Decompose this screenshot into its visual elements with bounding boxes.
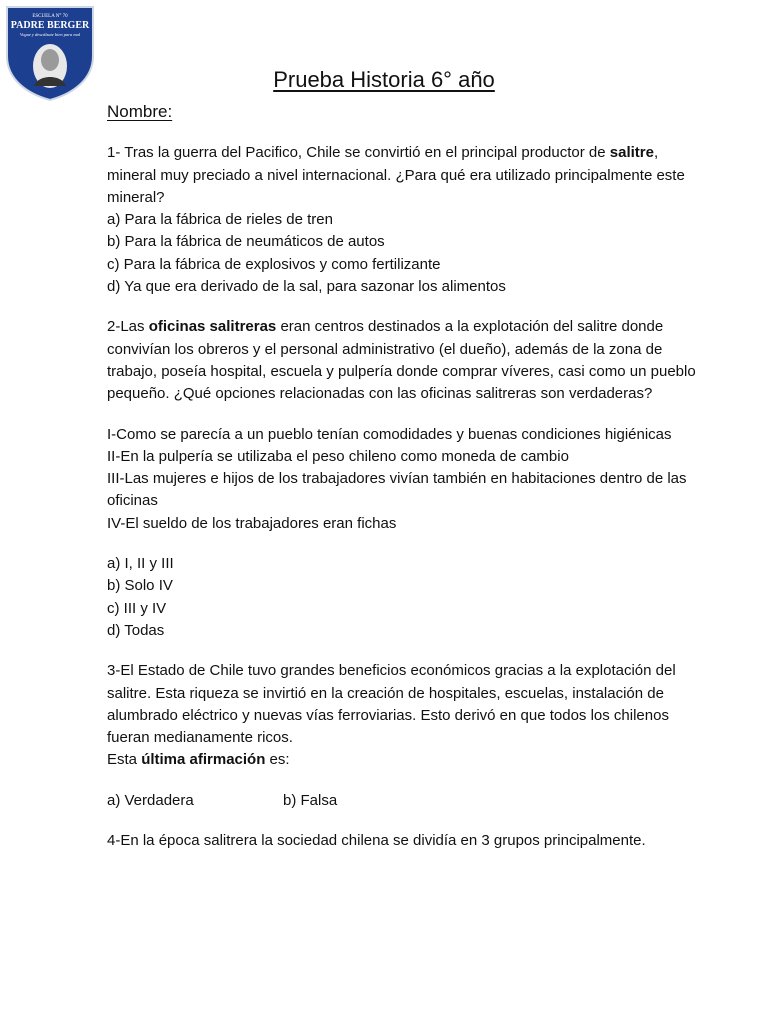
question-1-option-a: a) Para la fábrica de rieles de tren [107,211,333,229]
logo-school-name: PADRE BERGER [10,20,90,31]
question-4 [107,830,707,852]
question-2 [107,316,707,405]
statement-iv: IV-El sueldo de los trabajadores eran fichas [107,514,397,532]
question-1-option-c: c) Para la fábrica de explosivos y como fertilizante [107,255,441,273]
question-1-number: 1 [107,144,116,162]
question-1-option-b: b) Para la fábrica de neumáticos de autos [107,233,385,251]
exam-content [107,98,707,852]
question-2-option-a: a) I, II y III [107,555,174,573]
question-3-keyword: última afirmación [141,751,266,769]
question-1-option-d: d) Ya que era derivado de la sal, para sazonar los alimentos [107,278,506,296]
name-label: Nombre: [107,102,173,121]
question-3 [107,660,707,771]
question-2-option-b: b) Solo IV [107,577,173,595]
question-2-keyword: oficinas salitreras [148,318,277,336]
question-3-option-a: a) Verdadera [107,791,194,809]
logo-school-line: ESCUELA N° 70 [32,14,68,19]
question-2-text: 2-Las oficinas salitreras eran centros destinados a la explotación del salitre donde convivían los obreros y el personal administrativo (el dueño), además de la zona de trabajo, poseía hospital, escuela y pulpería donde comprar víveres, casi como un pueblo pequeño. ¿Qué opciones relacionadas con las oficinas salitreras son verdaderas? [107,318,696,403]
question-1-text: 1- Tras la guerra del Pacifico, Chile se convirtió en el principal productor de salitre, mineral muy preciado a nivel internacional. ¿Para qué era utilizado principalmente este mineral? [107,144,685,206]
question-1-keyword: salitre [609,144,654,162]
page-title: Prueba Historia 6° año [273,67,495,92]
question-1 [107,142,707,298]
question-2-option-c: c) III y IV [107,599,167,617]
question-3-prompt: Esta última afirmación es: [107,751,290,769]
question-2-statements [107,424,707,535]
question-2-options [107,553,707,642]
question-2-option-d: d) Todas [107,621,165,639]
question-3-text: 3-El Estado de Chile tuvo grandes beneficios económicos gracias a la explotación del salitre. Esta riqueza se invirtió en la creación de hospitales, escuelas, instalación de alumbrado eléctrico y nuevas vías ferroviarias. Esto derivó en que todos los chilenos fueran medianamente ricos. [107,662,676,747]
statement-ii: II-En la pulpería se utilizaba el peso chileno como moneda de cambio [107,447,569,465]
question-3-option-b: b) Falsa [283,791,338,809]
logo-motto: Vogue y descálzate bien para mal [19,32,81,37]
question-4-text: 4-En la época salitrera la sociedad chilena se dividía en 3 grupos principalmente. [107,832,646,850]
statement-iii: III-Las mujeres e hijos de los trabajadores vivían también en habitaciones dentro de las oficinas [107,470,687,510]
statement-i: I-Como se parecía a un pueblo tenían comodidades y buenas condiciones higiénicas [107,425,672,443]
question-3-options [107,790,707,812]
